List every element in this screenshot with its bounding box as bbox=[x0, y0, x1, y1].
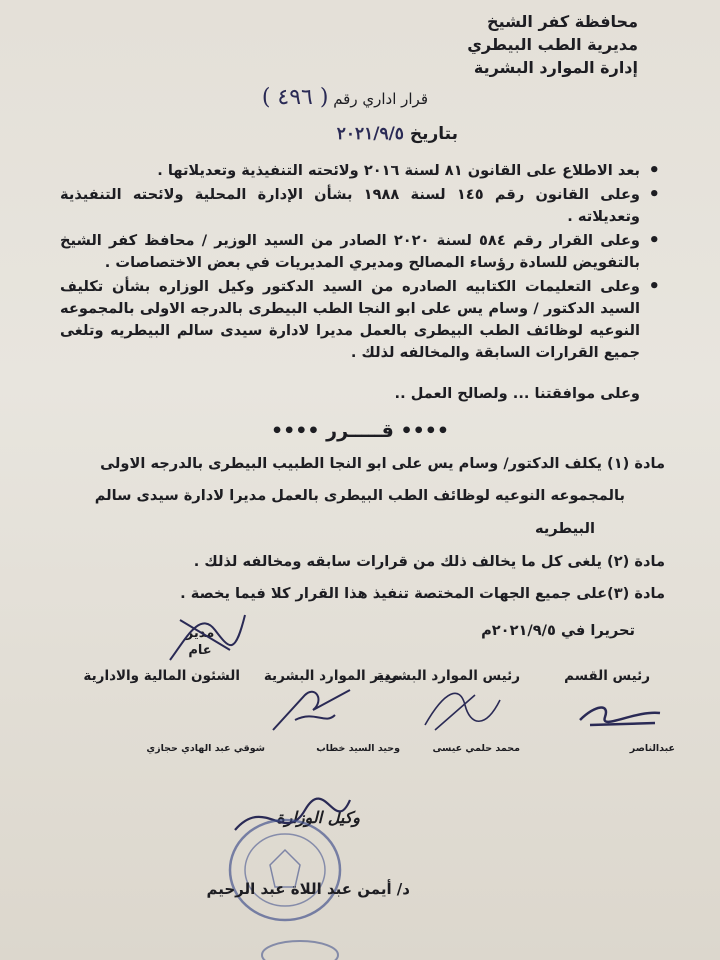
decision-number bbox=[262, 85, 428, 110]
deputy-name: د/ أيمن عبد اللاة عبد الرحيم bbox=[206, 880, 410, 898]
preamble-item: • وعلى التعليمات الكتابيه الصادره من السيد الدكتور وكيل الوزاره بشأن تكليف السيد الدكتور / وسام يس على ابو النجا الطب البيطرى بالدرجه الاولى بالمجموعه النوعيه لوظائف الطب البيطرى بالعمل مديرا لادارة سيدى سالم البيطريه وتلغى جميع القرارات السابقة والمخالفه لذلك . bbox=[60, 276, 660, 364]
article-1-line-3: البيطريه bbox=[534, 520, 595, 537]
official-stamp-icon bbox=[225, 815, 345, 925]
written-on-date: تحريرا في ٢٠٢١/٩/٥م bbox=[481, 622, 635, 639]
department-name: إدارة الموارد البشرية bbox=[473, 58, 638, 77]
signatory-title: رئيس القسم bbox=[564, 668, 650, 684]
preamble-item: • بعد الاطلاع على القانون ٨١ لسنة ٢٠١٦ ولائحته التنفيذية وتعديلاتها . bbox=[60, 160, 660, 182]
closing-line: وعلى موافقتنا ... ولصالح العمل .. bbox=[394, 385, 640, 402]
signature-4-icon bbox=[160, 600, 250, 670]
signatory-name: شوقي عبد الهادي حجازي bbox=[146, 743, 265, 754]
signature-1-icon bbox=[575, 695, 665, 735]
decision-number-value: ( ٤٩٦ ) bbox=[261, 85, 329, 110]
article-3: مادة (٣)على جميع الجهات المختصة تنفيذ هذا القرار كلا فيما يخصة . bbox=[180, 585, 665, 602]
preamble-item: • وعلى القانون رقم ١٤٥ لسنة ١٩٨٨ بشأن الإدارة المحلية ولائحته التنفيذية وتعديلاته . bbox=[60, 184, 660, 228]
preamble-item: • وعلى القرار رقم ٥٨٤ لسنة ٢٠٢٠ الصادر من السيد الوزير / محافظ كفر الشيخ بالتفويض للسادة رؤساء المصالح ومديري المديريات في بعض الاختصاصات . bbox=[60, 230, 660, 274]
signature-3-icon bbox=[265, 680, 355, 740]
decision-date bbox=[337, 124, 458, 144]
date-label: بتاريخ bbox=[409, 124, 458, 144]
article-1-line-1: مادة (١) يكلف الدكتور/ وسام يس على ابو النجا الطبيب البيطرى بالدرجه الاولى bbox=[100, 455, 665, 472]
date-value: ٢٠٢١/٩/٥ bbox=[336, 124, 404, 144]
article-1-line-2: بالمجموعه النوعيه لوظائف الطب البيطرى بالعمل مديرا لادارة سيدى سالم bbox=[94, 487, 625, 504]
signatory-title: رئيس الموارد البشرية bbox=[376, 668, 520, 684]
signatory-name: وحيد السيد خطاب bbox=[316, 743, 400, 754]
signatory-title: الشئون المالية والادارية bbox=[83, 668, 240, 684]
signature-2-icon bbox=[415, 680, 505, 740]
signatory-name: محمد حلمي عيسى bbox=[432, 743, 520, 754]
signatory-title: مدير الموارد البشرية bbox=[263, 668, 400, 684]
general-manager-note: مدير عام bbox=[185, 626, 215, 658]
governorate-name: محافظة كفر الشيخ bbox=[487, 12, 638, 31]
decided-heading: •••• قـــــرر •••• bbox=[270, 420, 450, 442]
decision-label: قرار اداري رقم bbox=[333, 90, 428, 108]
preamble-list bbox=[60, 160, 660, 366]
signatory-name: عبدالناصر bbox=[629, 743, 675, 754]
directorate-name: مديرية الطب البيطري bbox=[467, 35, 638, 54]
article-2: مادة (٢) يلغى كل ما يخالف ذلك من قرارات سابقه ومخالفه لذلك . bbox=[193, 553, 665, 570]
bottom-stamp-icon bbox=[260, 935, 340, 960]
deputy-title: وكيل الوزارة bbox=[276, 808, 360, 827]
letterhead bbox=[467, 10, 638, 79]
